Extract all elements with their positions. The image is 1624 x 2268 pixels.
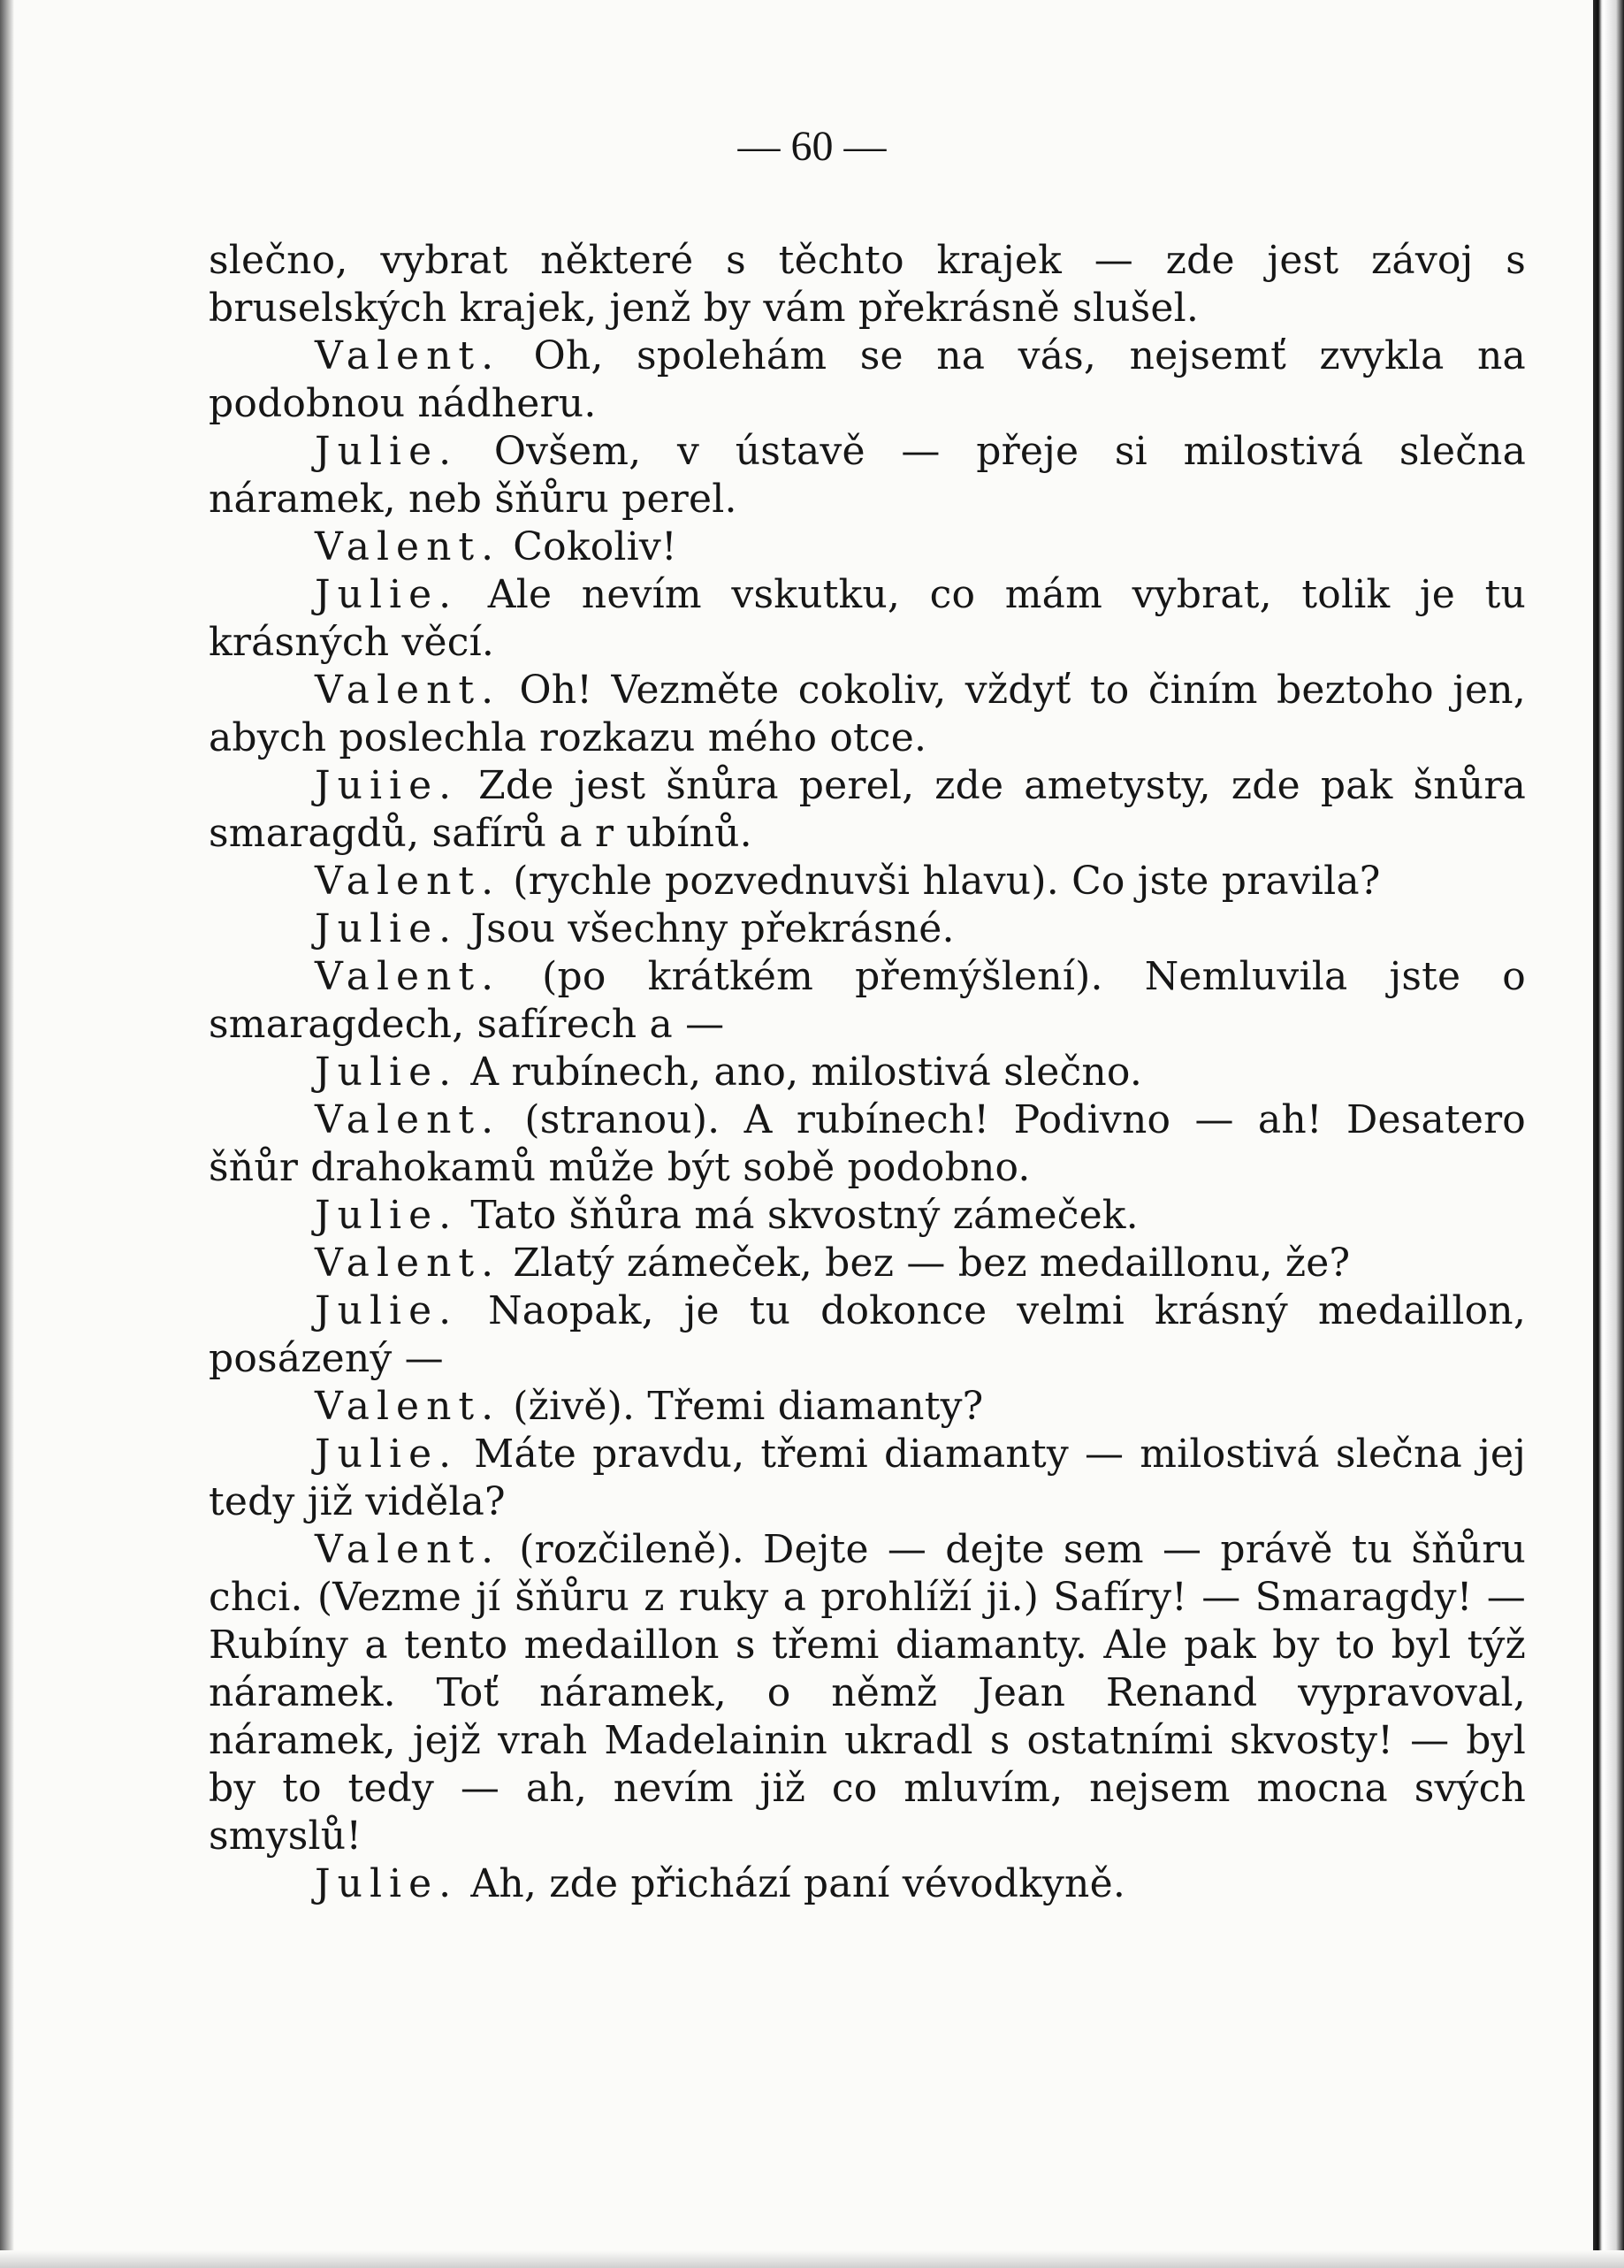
paragraph [209,762,1526,858]
paragraph [209,905,1526,953]
page-bottom-shadow [0,2250,1624,2268]
speaker-name: Juiie. [315,763,459,808]
speaker-name: Julie. [315,1288,459,1333]
paragraph [209,858,1526,905]
paragraph-text: A rubínech, ano, milostivá slečno. [470,1050,1143,1095]
paragraph-text: Oh! Vezměte cokoliv, vždyť to činím beztoho jen, abych poslechla rozkazu mého otce. [209,668,1526,760]
paragraph [209,1431,1526,1526]
paragraph [209,428,1526,523]
paragraph-text: Jsou všechny překrásné. [470,906,955,951]
paragraph [209,523,1526,571]
paragraph-text: Zde jest šnůra perel, zde ametysty, zde pak šnůra smaragdů, safírů a r ubínů. [209,763,1527,856]
page-header [0,122,1624,171]
paragraph [209,953,1526,1049]
paragraph-text: Oh, spolehám se na vás, nejsemť zvykla na podobnou nádheru. [209,333,1526,426]
speaker-name: Julie. [315,1861,459,1906]
speaker-name: Valent. [315,1241,501,1286]
paragraph-text: (rychle pozvednuvši hlavu). Co jste pravila? [513,859,1381,904]
paragraph-text: Zlatý zámeček, bez — bez medaillonu, že? [513,1241,1351,1286]
speaker-name: Valent. [315,1527,501,1572]
paragraph [209,1096,1526,1192]
speaker-name: Julie. [315,1193,459,1238]
page-right-edge [1593,0,1624,2268]
paragraph-text: Cokoliv! [513,524,677,569]
paragraph-text: (po krátkém přemýšlení). Nemluvila jste o smaragdech, safírech a — [209,954,1526,1047]
paragraph-text: slečno, vybrat některé s těchto krajek — zde jest závoj s bruselských krajek, jenž by vám překrásně slušel. [209,238,1526,331]
paragraph [209,1860,1526,1908]
paragraph [209,1192,1526,1240]
paragraph [209,237,1526,332]
paragraph-text: (stranou). A rubínech! Podivno — ah! Desatero šňůr drahokamů může být sobě podobno. [209,1097,1527,1190]
speaker-name: Julie. [315,1050,459,1095]
speaker-name: Julie. [315,429,459,474]
paragraph [209,571,1526,667]
page-left-shadow [0,0,14,2268]
paragraph-text: Ah, zde přichází paní vévodkyně. [470,1861,1126,1906]
page-number: — 60 — [737,123,887,170]
speaker-name: Julie. [315,572,459,617]
paragraph [209,332,1526,428]
speaker-name: Julie. [315,1432,459,1477]
paragraph-text: Ale nevím vskutku, co mám vybrat, tolik je tu krásných věcí. [209,572,1527,665]
paragraph [209,667,1526,762]
paragraph [209,1049,1526,1096]
speaker-name: Valent. [315,1097,501,1142]
paragraph-text: Ovšem, v ústavě — přeje si milostivá slečna náramek, neb šňůru perel. [209,429,1527,522]
paragraph-text: Naopak, je tu dokonce velmi krásný medaillon, posázený — [209,1288,1527,1381]
speaker-name: Valent. [315,1384,501,1429]
paragraph-text: Máte pravdu, třemi diamanty — milostivá slečna jej tedy již viděla? [209,1432,1526,1524]
page-body [209,237,1526,1908]
paragraph-text: (živě). Třemi diamanty? [513,1384,984,1429]
speaker-name: Valent. [315,859,501,904]
paragraph [209,1526,1526,1860]
speaker-name: Julie. [315,906,459,951]
paragraph [209,1383,1526,1431]
paragraph [209,1287,1526,1383]
speaker-name: Valent. [315,524,501,569]
speaker-name: Valent. [315,333,501,378]
paragraph [209,1240,1526,1287]
paragraph-text: (rozčileně). Dejte — dejte sem — právě tu šňůru chci. (Vezme jí šňůru z ruky a prohlíží ji.) Safíry! — Smaragdy! — Rubíny a tento medaillon s třemi diamanty. Ale pak by to byl týž náramek. Toť náramek, o němž Jean Renand vypravoval, náramek, jejž vrah Madelainin ukradl s ostatními skvosty! — byl by to tedy — ah, nevím již co mluvím, nejsem mocna svých smyslů! [209,1527,1526,1859]
speaker-name: Valent. [315,668,501,713]
paragraph-text: Tato šňůra má skvostný zámeček. [470,1193,1139,1238]
speaker-name: Valent. [315,954,501,999]
